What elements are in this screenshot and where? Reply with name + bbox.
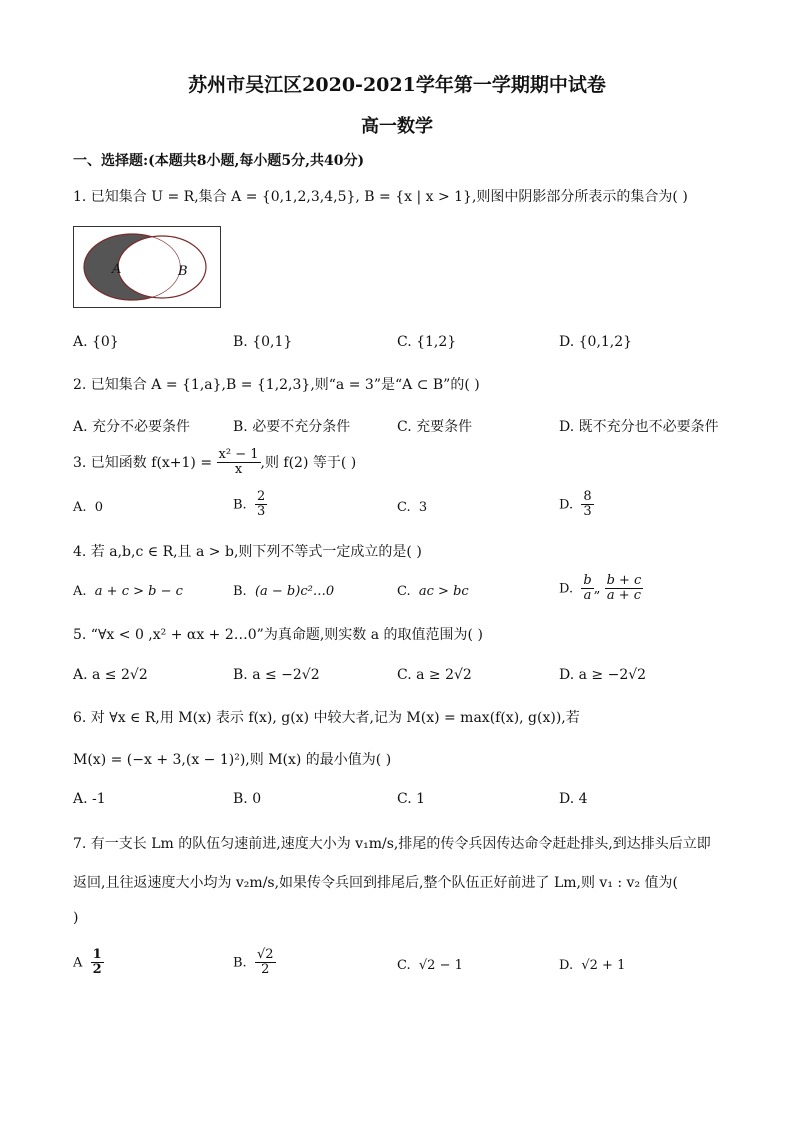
q4-option-d-frac1 (581, 574, 593, 604)
q7-option-a-fraction (91, 948, 104, 978)
q3-option-b-fraction (255, 490, 267, 520)
q3-option-d-den: 3 (583, 504, 592, 520)
q3-option-d-num: 8 (583, 489, 592, 504)
q4-d-frac1-den: a (583, 588, 592, 604)
q3-option-b-num: 2 (256, 489, 266, 504)
question-1-stem: 1. 已知集合 U = R,集合 A = {0,1,2,3,4,5}, B = {x | x > 1},则图中阴影部分所表示的集合为( ) (73, 189, 688, 205)
q3-option-c-value: 3 (418, 500, 428, 515)
q7-option-c-label: C. (397, 958, 411, 973)
q7-option-d-value: √2 + 1 (581, 958, 626, 973)
q3-option-c (397, 500, 427, 515)
question-6-stem-line-2: M(x) = (−x + 3,(x − 1)²),则 M(x) 的最小值为( ) (73, 752, 392, 768)
q6-option-d: D. 4 (559, 791, 588, 807)
q3-frac-num: x² − 1 (218, 447, 259, 462)
q4-option-d-frac2 (605, 574, 644, 604)
exam-subtitle: 高一数学 (361, 116, 433, 137)
q2-option-c: C. 充要条件 (397, 419, 473, 435)
q3-option-b (233, 490, 267, 520)
q7-option-d-label: D. (559, 958, 574, 973)
q2-option-d: D. 既不充分也不必要条件 (559, 419, 719, 435)
q7-option-d (559, 958, 625, 973)
q4-option-a (73, 584, 183, 599)
q3-frac-den: x (234, 462, 243, 478)
q4-option-d-label: D. (559, 581, 574, 597)
q4-option-a-value: a + c > b − c (94, 584, 183, 599)
q3-stem-prefix: 3. 已知函数 f(x+1) = (73, 454, 217, 471)
q7-option-a-num: 1 (92, 947, 102, 962)
q7-option-c (397, 958, 463, 973)
q6-option-a: A. -1 (73, 791, 106, 807)
q5-option-a: A. a ≤ 2√2 (73, 667, 148, 683)
venn-diagram (73, 226, 221, 308)
q3-option-a (73, 500, 103, 515)
q5-option-d: D. a ≥ −2√2 (559, 667, 647, 683)
q3-option-b-den: 3 (256, 504, 266, 520)
q4-d-frac1-num: b (583, 573, 592, 588)
q4-option-c-label: C. (397, 584, 411, 599)
q7-option-b-num: √2 (256, 947, 274, 962)
q3-stem-suffix: ,则 f(2) 等于( ) (260, 454, 357, 471)
q2-option-b: B. 必要不充分条件 (233, 419, 351, 435)
label-b: B (178, 264, 188, 279)
q3-option-a-label: A. (73, 500, 87, 515)
q6-option-c: C. 1 (397, 791, 426, 807)
q1-option-c: C. {1,2} (397, 334, 457, 350)
q4-d-frac2-num: b + c (606, 573, 642, 588)
question-7-stem-line-1: 7. 有一支长 Lm 的队伍匀速前进,速度大小为 v₁m/s,排尾的传令兵因传达命令赶赴排头,到达排头后立即 (73, 836, 711, 852)
q5-option-c: C. a ≥ 2√2 (397, 667, 472, 683)
question-3-stem (73, 448, 356, 478)
q7-option-b-label: B. (233, 955, 247, 971)
q3-option-c-label: C. (397, 500, 411, 515)
q7-option-b (233, 948, 276, 978)
venn-svg (74, 227, 220, 307)
q4-option-b-value: (a − b)c²…0 (254, 584, 335, 599)
q4-option-d (559, 574, 643, 604)
label-a: A (112, 262, 122, 277)
q5-option-b: B. a ≤ −2√2 (233, 667, 320, 683)
exam-title: 苏州市吴江区2020-2021学年第一学期期中试卷 (188, 74, 606, 96)
q4-option-c-value: ac > bc (418, 584, 469, 599)
q4-option-c (397, 584, 469, 599)
q7-option-a-label: A (73, 955, 83, 971)
question-7-stem-line-3: ) (73, 910, 79, 926)
q7-option-b-den: 2 (261, 962, 270, 978)
q3-option-a-value: 0 (94, 500, 104, 515)
question-7-stem-line-2: 返回,且往返速度大小均为 v₂m/s,如果传令兵回到排尾后,整个队伍正好前进了 Lm,则 v₁ : v₂ 值为( (73, 875, 678, 891)
q1-option-b: B. {0,1} (233, 334, 293, 350)
q7-option-a (73, 948, 104, 978)
q3-option-b-label: B. (233, 497, 247, 513)
question-5-stem: 5. “∀x < 0 ,x² + αx + 2…0”为真命题,则实数 a 的取值范围为( ) (73, 627, 483, 643)
q6-option-b: B. 0 (233, 791, 262, 807)
question-6-stem-line-1: 6. 对 ∀x ∈ R,用 M(x) 表示 f(x), g(x) 中较大者,记为 M(x) = max(f(x), g(x)),若 (73, 710, 580, 726)
q3-fraction (217, 448, 261, 478)
q4-d-frac2-den: a + c (606, 588, 642, 604)
q4-d-mid: „ (593, 581, 601, 597)
q7-option-c-value: √2 − 1 (418, 958, 463, 973)
q4-option-b-label: B. (233, 584, 247, 599)
q1-option-d: D. {0,1,2} (559, 334, 633, 350)
q3-option-d (559, 490, 594, 520)
q1-option-a: A. {0} (73, 334, 119, 350)
q4-option-a-label: A. (73, 584, 87, 599)
question-2-stem: 2. 已知集合 A = {1,a},B = {1,2,3},则“a = 3”是“A ⊂ B”的( ) (73, 377, 480, 393)
q7-option-b-fraction (255, 948, 276, 978)
q3-option-d-label: D. (559, 497, 574, 513)
q3-option-d-fraction (581, 490, 593, 520)
q2-option-a: A. 充分不必要条件 (73, 419, 191, 435)
q4-option-b (233, 584, 334, 599)
q7-option-a-den: 2 (92, 962, 102, 978)
question-4-stem: 4. 若 a,b,c ∈ R,且 a > b,则下列不等式一定成立的是( ) (73, 544, 422, 560)
section-heading: 一、选择题:(本题共8小题,每小题5分,共40分) (73, 153, 365, 169)
